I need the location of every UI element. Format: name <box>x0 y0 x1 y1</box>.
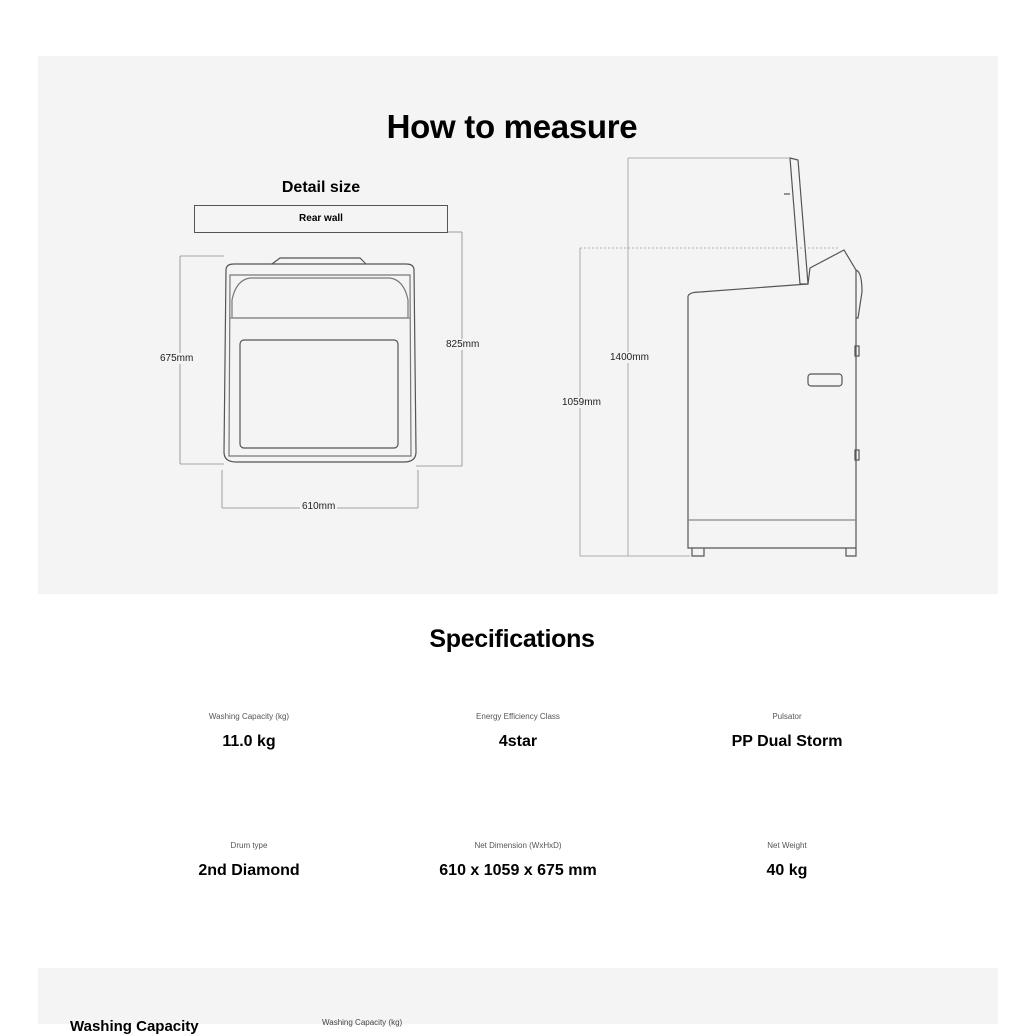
spec-value: 2nd Diamond <box>198 862 300 879</box>
spec-value: 610 x 1059 x 675 mm <box>439 862 597 879</box>
spec-washing-capacity <box>119 712 379 751</box>
washing-capacity-sub-label: Washing Capacity (kg) <box>322 1018 403 1027</box>
detail-size-title: Detail size <box>281 179 361 196</box>
spec-value: 4star <box>498 733 538 750</box>
dim-1400-label: 1400mm <box>610 352 649 363</box>
dim-825-label: 825mm <box>446 339 480 350</box>
rear-wall-box: Rear wall <box>194 205 448 233</box>
spec-label: Energy Efficiency Class <box>476 712 560 721</box>
spec-label: Drum type <box>230 841 268 850</box>
spec-label: Net Dimension (WxHxD) <box>474 841 562 850</box>
spec-energy-class <box>388 712 648 751</box>
spec-label: Pulsator <box>772 712 802 721</box>
spec-value: 40 kg <box>766 862 808 879</box>
top-view-dimension-lines <box>180 232 462 508</box>
top-view-washer <box>224 258 416 462</box>
dim-675-label: 675mm <box>160 353 194 364</box>
specifications-title: Specifications <box>429 625 595 653</box>
dim-1059-label: 1059mm <box>562 397 601 408</box>
spec-value: PP Dual Storm <box>731 733 843 750</box>
washing-capacity-heading: Washing Capacity <box>70 1018 199 1035</box>
spec-drum-type <box>119 841 379 880</box>
dim-610-label: 610mm <box>302 501 336 512</box>
side-view-washer <box>688 158 862 556</box>
spec-value: 11.0 kg <box>222 733 276 750</box>
how-to-measure-title: How to measure <box>386 108 638 145</box>
spec-label: Net Weight <box>767 841 807 850</box>
spec-net-weight <box>657 841 917 880</box>
spec-pulsator <box>657 712 917 751</box>
spec-net-dimension <box>388 841 648 880</box>
spec-label: Washing Capacity (kg) <box>208 712 290 721</box>
detailed-specs-panel <box>38 968 998 1035</box>
